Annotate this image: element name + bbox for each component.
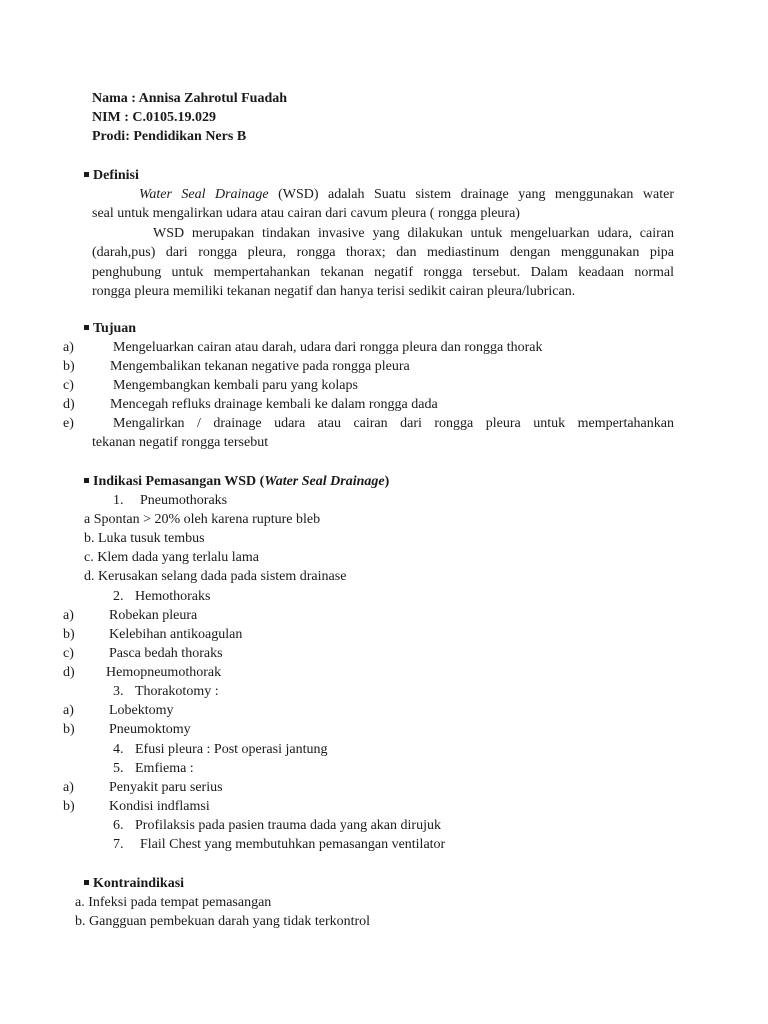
list-label: c) [63, 646, 74, 661]
list-label: d) [63, 397, 75, 412]
list-item: Lobektomy [109, 703, 174, 718]
definisi-line: Water Seal Drainage (WSD) adalah Suatu sistem drainage yang menggunakan water [139, 187, 674, 202]
numbered-item: Pneumothoraks [140, 493, 228, 508]
numbered-item: Thorakotomy : [135, 684, 219, 699]
sub-item: b. Luka tusuk tembus [84, 531, 205, 546]
numbered-item: Hemothoraks [135, 589, 211, 604]
definisi-line: seal untuk mengalirkan udara atau cairan dari cavum pleura ( rongga pleura) [92, 206, 520, 222]
list-label: a) [63, 340, 74, 355]
list-item: Pneumoktomy [109, 722, 191, 737]
sub-item: c. Klem dada yang terlalu lama [84, 550, 259, 565]
definisi-line: rongga pleura memiliki tekanan negatif dan hanya terisi sedikit cairan pleura/lubrican. [92, 284, 576, 300]
square-bullet-icon [84, 880, 89, 885]
numbered-label: 5. [113, 761, 124, 776]
list-label: e) [63, 416, 74, 431]
tujuan-heading: Tujuan [84, 319, 136, 338]
list-label: b) [63, 799, 75, 814]
numbered-label: 7. [113, 837, 124, 852]
numbered-item: Emfiema : [135, 761, 194, 776]
list-item: Kondisi indflamsi [109, 799, 210, 814]
list-item: Mengembalikan tekanan negative pada rongga pleura [110, 359, 410, 374]
student-prodi: Prodi: Pendidikan Ners B [92, 129, 247, 144]
numbered-label: 1. [113, 493, 124, 508]
list-item: Hemopneumothorak [106, 665, 222, 680]
square-bullet-icon [84, 478, 89, 483]
definisi-line: (darah,pus) dari rongga pleura, rongga thorax; dan mediastinum dengan menggunakan pipa [92, 245, 674, 261]
list-label: b) [63, 627, 75, 642]
definisi-paragraph [92, 185, 674, 301]
list-item-continuation: tekanan negatif rongga tersebut [92, 435, 269, 450]
list-item: Kelebihan antikoagulan [109, 627, 243, 642]
list-item: b. Gangguan pembekuan darah yang tidak terkontrol [75, 914, 371, 929]
kontraindikasi-heading: Kontraindikasi [84, 874, 184, 893]
list-item: Mencegah refluks drainage kembali ke dalam rongga dada [110, 397, 438, 412]
list-label: b) [63, 359, 75, 374]
numbered-label: 4. [113, 742, 124, 757]
definisi-line: penghubung untuk mempertahankan tekanan negatif rongga tersebut. Dalam keadaan normal [92, 264, 674, 280]
definisi-heading: Definisi [84, 166, 139, 185]
list-item: Penyakit paru serius [109, 780, 223, 795]
numbered-label: 3. [113, 684, 124, 699]
sub-item: d. Kerusakan selang dada pada sistem drainase [84, 569, 347, 584]
student-nim: NIM : C.0105.19.029 [92, 110, 217, 125]
list-item: Pasca bedah thoraks [109, 646, 223, 661]
numbered-item: Flail Chest yang membutuhkan pemasangan ventilator [140, 837, 446, 852]
square-bullet-icon [84, 325, 89, 330]
list-label: a) [63, 780, 74, 795]
numbered-item: Efusi pleura : Post operasi jantung [135, 742, 328, 757]
list-item: Mengalirkan / drainage udara atau cairan dari rongga pleura untuk mempertahankan [113, 416, 674, 431]
list-item: Mengeluarkan cairan atau darah, udara dari rongga pleura dan rongga thorak [113, 340, 543, 355]
square-bullet-icon [84, 172, 89, 177]
student-name: Nama : Annisa Zahrotul Fuadah [92, 91, 288, 106]
numbered-item: Profilaksis pada pasien trauma dada yang akan dirujuk [135, 818, 441, 833]
list-item: Robekan pleura [109, 608, 198, 623]
list-item: a. Infeksi pada tempat pemasangan [75, 895, 272, 910]
list-label: a) [63, 608, 74, 623]
indikasi-heading: Indikasi Pemasangan WSD (Water Seal Drainage) [84, 472, 389, 491]
list-item: Mengembangkan kembali paru yang kolaps [113, 378, 358, 393]
numbered-label: 2. [113, 589, 124, 604]
list-label: a) [63, 703, 74, 718]
list-label: c) [63, 378, 74, 393]
definisi-line: WSD merupakan tindakan invasive yang dilakukan untuk mengeluarkan udara, cairan [153, 225, 674, 241]
list-label: d) [63, 665, 75, 680]
list-label: b) [63, 722, 75, 737]
numbered-label: 6. [113, 818, 124, 833]
sub-item: a Spontan > 20% oleh karena rupture bleb [84, 512, 321, 527]
